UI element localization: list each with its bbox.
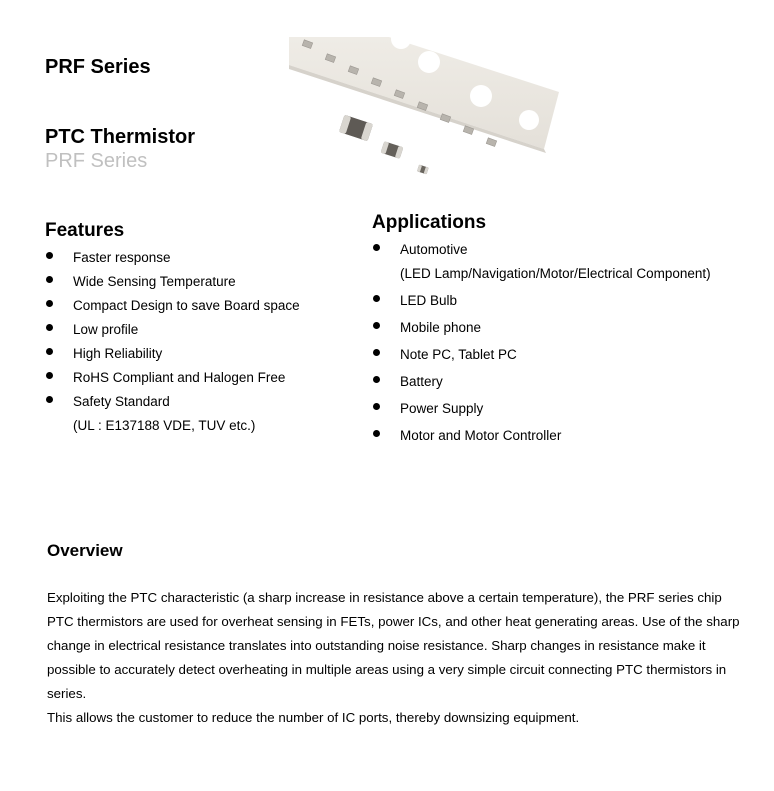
application-item: LED Bulb bbox=[372, 289, 711, 313]
bullet-icon bbox=[373, 295, 380, 302]
overview-paragraph: Exploiting the PTC characteristic (a sharp increase in resistance above a certain temperature), the PRF series chip PTC thermistors are used for overheat sensing in FETs, power ICs, and other heat generating areas. Use of the sharp change in electrical resistance translates into outstanding noise resistance. Sharp changes in resistance make it possible to accurately detect overheating in multiple areas using a very simple circuit connecting PTC thermistors in series. bbox=[47, 590, 740, 701]
sprocket-hole bbox=[470, 85, 492, 107]
feature-item: High Reliability bbox=[45, 342, 300, 366]
overview-body bbox=[47, 586, 747, 730]
bullet-icon bbox=[373, 376, 380, 383]
sprocket-hole bbox=[418, 51, 440, 73]
overview-heading: Overview bbox=[47, 541, 123, 560]
feature-item: Compact Design to save Board space bbox=[45, 294, 300, 318]
bullet-icon bbox=[46, 276, 53, 283]
application-item: Mobile phone bbox=[372, 316, 711, 340]
bullet-icon bbox=[373, 349, 380, 356]
bullet-icon bbox=[373, 322, 380, 329]
bullet-icon bbox=[46, 396, 53, 403]
features-heading: Features bbox=[45, 220, 125, 241]
features-list bbox=[45, 246, 300, 438]
chip-small bbox=[417, 165, 429, 175]
sprocket-hole bbox=[519, 110, 539, 130]
feature-item: Low profile bbox=[45, 318, 300, 342]
application-item: Power Supply bbox=[372, 397, 711, 421]
feature-item: Wide Sensing Temperature bbox=[45, 270, 300, 294]
applications-heading: Applications bbox=[372, 212, 487, 233]
application-item: Battery bbox=[372, 370, 711, 394]
product-type-heading: PTC Thermistor bbox=[45, 126, 196, 148]
bullet-icon bbox=[373, 403, 380, 410]
product-photo bbox=[289, 37, 559, 187]
application-item: Automotive (LED Lamp/Navigation/Motor/Electrical Component) bbox=[372, 238, 711, 286]
feature-item: Safety Standard (UL : E137188 VDE, TUV etc.) bbox=[45, 390, 300, 438]
application-item: Note PC, Tablet PC bbox=[372, 343, 711, 367]
applications-list bbox=[372, 238, 711, 451]
bullet-icon bbox=[46, 348, 53, 355]
application-item: Motor and Motor Controller bbox=[372, 424, 711, 448]
feature-item-detail: (UL : E137188 VDE, TUV etc.) bbox=[73, 418, 256, 433]
feature-item: RoHS Compliant and Halogen Free bbox=[45, 366, 300, 390]
product-subtitle: PRF Series bbox=[45, 150, 148, 172]
bullet-icon bbox=[46, 324, 53, 331]
bullet-icon bbox=[373, 430, 380, 437]
bullet-icon bbox=[46, 372, 53, 379]
feature-item: Faster response bbox=[45, 246, 300, 270]
overview-paragraph: This allows the customer to reduce the number of IC ports, thereby downsizing equipment. bbox=[47, 710, 580, 725]
series-heading: PRF Series bbox=[45, 56, 151, 78]
bullet-icon bbox=[46, 252, 53, 259]
bullet-icon bbox=[46, 300, 53, 307]
application-item-detail: (LED Lamp/Navigation/Motor/Electrical Component) bbox=[400, 266, 711, 281]
tape-pocket bbox=[486, 138, 497, 147]
chip-medium bbox=[381, 141, 404, 159]
chip-large bbox=[339, 115, 373, 141]
bullet-icon bbox=[373, 244, 380, 251]
